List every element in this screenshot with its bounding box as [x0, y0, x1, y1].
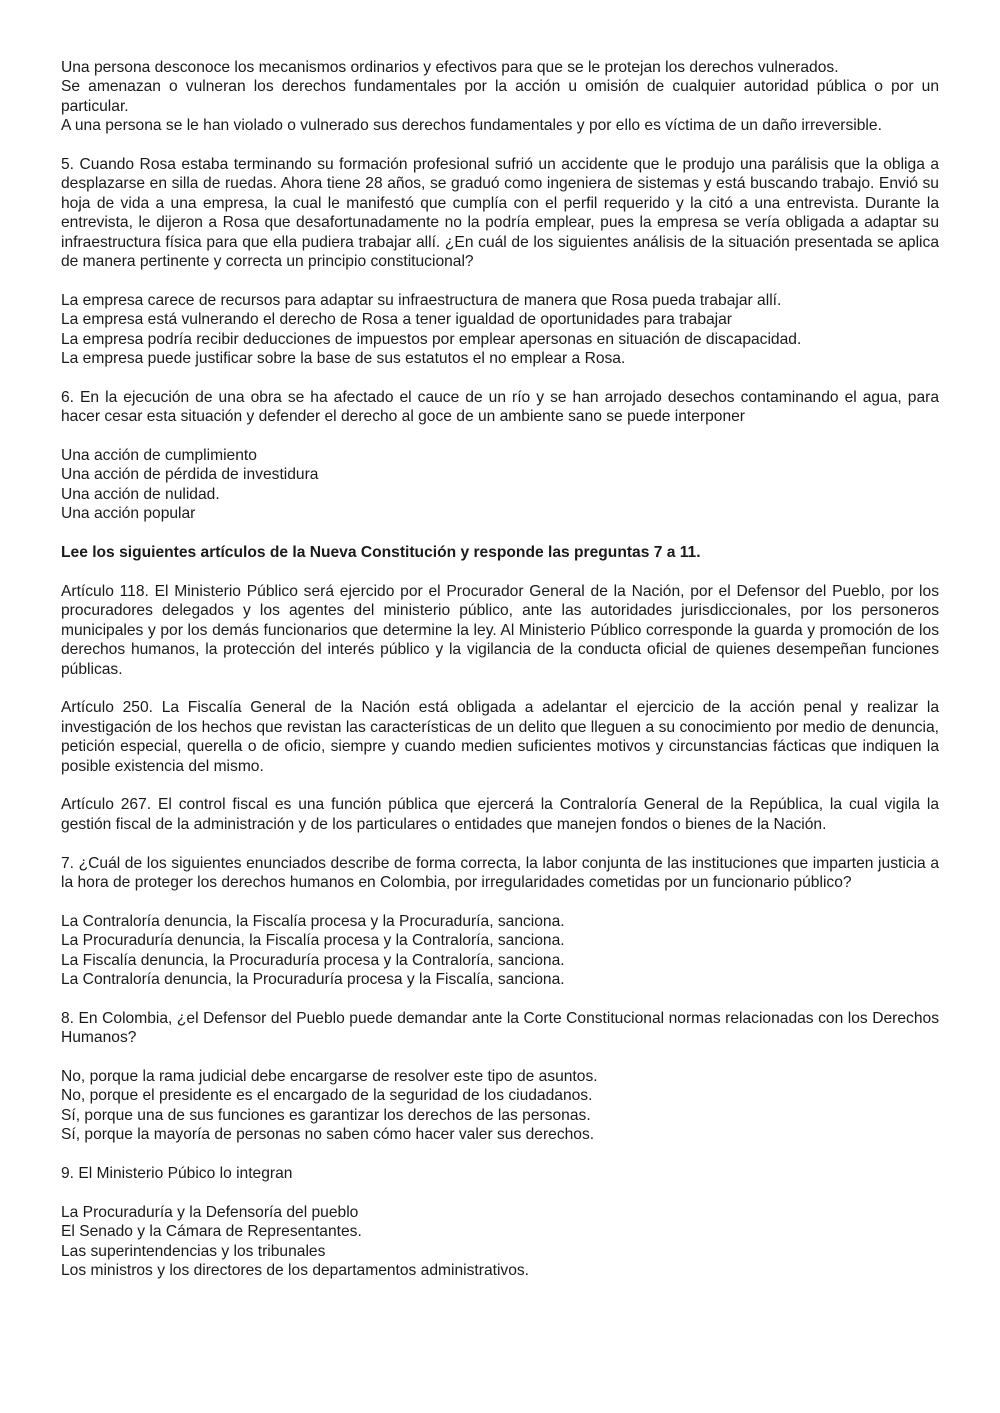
q7-option-b: La Procuraduría denuncia, la Fiscalía procesa y la Contraloría, sanciona. — [61, 932, 565, 950]
q6-question: 6. En la ejecución de una obra se ha afectado el cauce de un río y se han arrojado desechos contaminando el agua, para hacer cesar esta situación y defender el derecho al goce de un ambiente sano se puede interponer — [61, 388, 939, 426]
q9-option-b: El Senado y la Cámara de Representantes. — [61, 1223, 362, 1241]
q5-question: 5. Cuando Rosa estaba terminando su formación profesional sufrió un accidente que le produjo una parálisis que la obliga a desplazarse en silla de ruedas. Ahora tiene 28 años, se graduó como ingeniera de sistemas y está buscando trabajo. Envió su hoja de vida a una empresa, la cual le manifestó que cumplía con el perfil requerido y la citó a una entrevista. Durante la entrevista, le dijeron a Rosa que desafortunadamente no la podría emplear, pues la empresa se vería obligada a adaptar su infraestructura física para que ella pudiera trabajar allí. ¿En cuál de los siguientes análisis de la situación presentada se aplica de manera pertinente y correcta un principio constitucional? — [61, 156, 939, 271]
q5-option-b: La empresa está vulnerando el derecho de Rosa a tener igualdad de oportunidades para trabajar — [61, 311, 732, 329]
q5-option-a: La empresa carece de recursos para adaptar su infraestructura de manera que Rosa pueda trabajar allí. — [61, 291, 782, 309]
q9-options — [61, 1203, 939, 1281]
q4-option-c: A una persona se le han violado o vulnerado sus derechos fundamentales y por ello es víctima de un daño irreversible. — [61, 117, 882, 135]
q5-option-c: La empresa podría recibir deducciones de impuestos por emplear apersonas en situación de discapacidad. — [61, 330, 802, 348]
q6-option-a: Una acción de cumplimiento — [61, 447, 257, 465]
q8-option-c: Sí, porque una de sus funciones es garantizar los derechos de las personas. — [61, 1106, 591, 1124]
q4-options — [61, 58, 939, 136]
q6-option-b: Una acción de pérdida de investidura — [61, 466, 319, 484]
q8-option-b: No, porque el presidente es el encargado de la seguridad de los ciudadanos. — [61, 1087, 593, 1105]
q6-option-c: Una acción de nulidad. — [61, 485, 220, 503]
q7-option-d: La Contraloría denuncia, la Procuraduría procesa y la Fiscalía, sanciona. — [61, 970, 565, 988]
q8-question: 8. En Colombia, ¿el Defensor del Pueblo puede demandar ante la Corte Constitucional normas relacionadas con los Derechos Humanos? — [61, 1009, 939, 1047]
q4-option-b: Se amenazan o vulneran los derechos fundamentales por la acción u omisión de cualquier autoridad pública o por un particular. — [61, 78, 939, 115]
article-250: Artículo 250. La Fiscalía General de la Nación está obligada a adelantar el ejercicio de la acción penal y realizar la investigación de los hechos que revistan las características de un delito que lleguen a su conocimiento por medio de denuncia, petición especial, querella o de oficio, siempre y cuando medien suficientes motivos y circunstancias fácticas que indiquen la posible existencia del mismo. — [61, 699, 939, 775]
q9-option-c: Las superintendencias y los tribunales — [61, 1242, 326, 1260]
q9-question: 9. El Ministerio Púbico lo integran — [61, 1164, 293, 1182]
q5-options — [61, 291, 939, 369]
section-instruction: Lee los siguientes artículos de la Nueva Constitución y responde las preguntas 7 a 11. — [61, 544, 701, 562]
q8-option-d: Sí, porque la mayoría de personas no saben cómo hacer valer sus derechos. — [61, 1126, 595, 1144]
q7-option-a: La Contraloría denuncia, la Fiscalía procesa y la Procuraduría, sanciona. — [61, 912, 565, 930]
article-267: Artículo 267. El control fiscal es una función pública que ejercerá la Contraloría General de la República, la cual vigila la gestión fiscal de la administración y de los particulares o entidades que manejen fondos o bienes de la Nación. — [61, 796, 939, 833]
q9-option-a: La Procuraduría y la Defensoría del pueblo — [61, 1203, 359, 1221]
q6-options — [61, 446, 939, 524]
q8-options — [61, 1067, 939, 1145]
q4-option-a: Una persona desconoce los mecanismos ordinarios y efectivos para que se le protejan los derechos vulnerados. — [61, 59, 839, 76]
q8-option-a: No, porque la rama judicial debe encargarse de resolver este tipo de asuntos. — [61, 1067, 598, 1085]
q7-question: 7. ¿Cuál de los siguientes enunciados describe de forma correcta, la labor conjunta de las instituciones que imparten justicia a la hora de proteger los derechos humanos en Colombia, por irregularidades cometidas por un funcionario público? — [61, 854, 939, 891]
q9-option-d: Los ministros y los directores de los departamentos administrativos. — [61, 1261, 530, 1279]
q7-option-c: La Fiscalía denuncia, la Procuraduría procesa y la Contraloría, sanciona. — [61, 951, 565, 969]
q5-option-d: La empresa puede justificar sobre la base de sus estatutos el no emplear a Rosa. — [61, 350, 626, 368]
q6-option-d: Una acción popular — [61, 505, 196, 523]
q7-options — [61, 912, 939, 990]
article-118: Artículo 118. El Ministerio Público será ejercido por el Procurador General de la Nación, por el Defensor del Pueblo, por los procuradores delegados y los agentes del ministerio público, ante las autoridades jurisdiccionales, por los personeros municipales y por los demás funcionarios que determine la ley. Al Ministerio Público corresponde la guarda y promoción de los derechos humanos, la protección del interés público y la vigilancia de la conducta oficial de quienes desempeñan funciones públicas. — [61, 582, 939, 678]
